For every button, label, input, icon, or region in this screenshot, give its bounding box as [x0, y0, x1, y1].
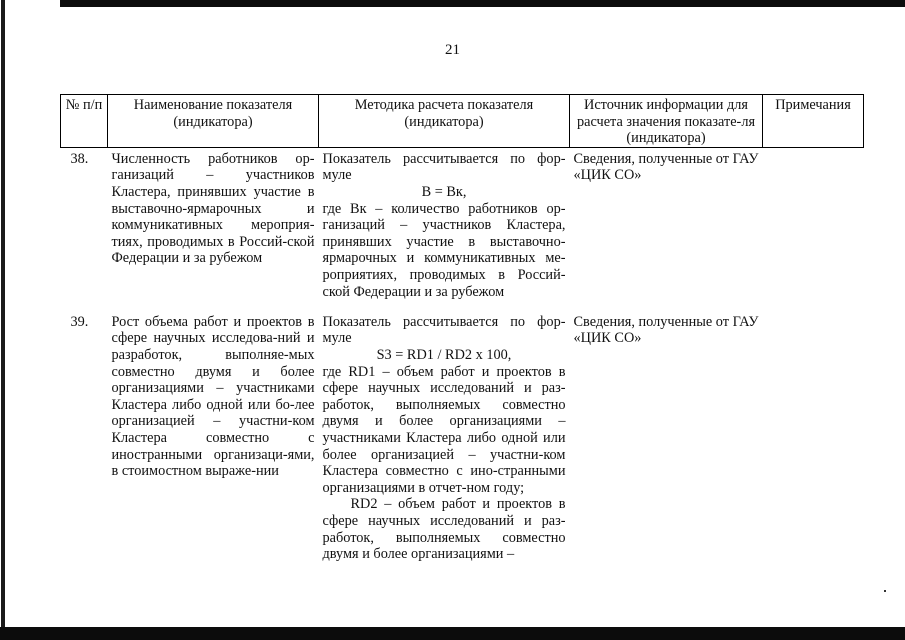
table-row	[61, 147, 864, 311]
source-cell: Сведения, полученные от ГАУ «ЦИК СО»	[573, 313, 759, 347]
indicator-table	[60, 94, 864, 614]
method-cell	[319, 147, 570, 311]
header-method: Методика расчета показателя (индикатора)	[319, 95, 570, 148]
notes-cell	[763, 147, 864, 311]
header-source: Источник информации для расчета значения показате-ля (индикатора)	[570, 95, 763, 148]
formula: В = Вк,	[421, 183, 467, 200]
scan-border-left	[1, 0, 5, 640]
source-cell: Сведения, полученные от ГАУ «ЦИК СО»	[573, 150, 759, 184]
row-number: 38.	[70, 150, 89, 167]
method-text: где RD1 – объем работ и проектов в сфере научных исследований и раз-работок, выполняемых совместно двумя и более организациями – участниками Кластера либо одной или более организацией – участни-ком Кластера совместно с ино-странными организациями в отчет-ном году;	[322, 363, 566, 496]
scan-speck	[884, 590, 886, 592]
indicator-name: Численность работников ор-ганизаций – участников Кластера, принявших участие в выставочно-ярмарочных и коммуникативных мероприя-тиях, проводимых в Россий-ской Федерации и за рубежом	[111, 150, 315, 267]
scan-border-top	[60, 0, 905, 7]
method-cell	[319, 311, 570, 614]
method-text: где Вк – количество работников ор-ганизаций – участников Кластера, принявших участие в выставочно-ярмарочных и коммуникативных ме-роприятиях, проводимых в Россий-ской Федерации и за рубежом	[322, 200, 566, 300]
method-intro: Показатель рассчитывается по фор-муле	[322, 150, 566, 184]
header-notes: Примечания	[763, 95, 864, 148]
row-number: 39.	[70, 313, 89, 330]
header-name: Наименование показателя (индикатора)	[108, 95, 319, 148]
table-row	[61, 311, 864, 614]
table-header-row	[61, 95, 864, 148]
formula: S3 = RD1 / RD2 х 100,	[376, 346, 512, 363]
method-intro: Показатель рассчитывается по фор-муле	[322, 313, 566, 347]
indicator-name: Рост объема работ и проектов в сфере научных исследова-ний и разработок, выполняе-мых совместно двумя и более организациями – участниками Кластера либо одной или бо-лее организацией – участни-ком Кластера совместно с иностранными организаци-ями, в стоимостном выраже-нии	[111, 313, 315, 480]
scan-border-bottom	[0, 627, 905, 640]
page-number: 21	[445, 42, 460, 58]
header-num: № п/п	[61, 95, 108, 148]
method-text-2: RD2 – объем работ и проектов в сфере научных исследований и раз-работок, выполняемых совместно двумя и более организациями –	[322, 496, 566, 563]
notes-cell	[763, 311, 864, 614]
